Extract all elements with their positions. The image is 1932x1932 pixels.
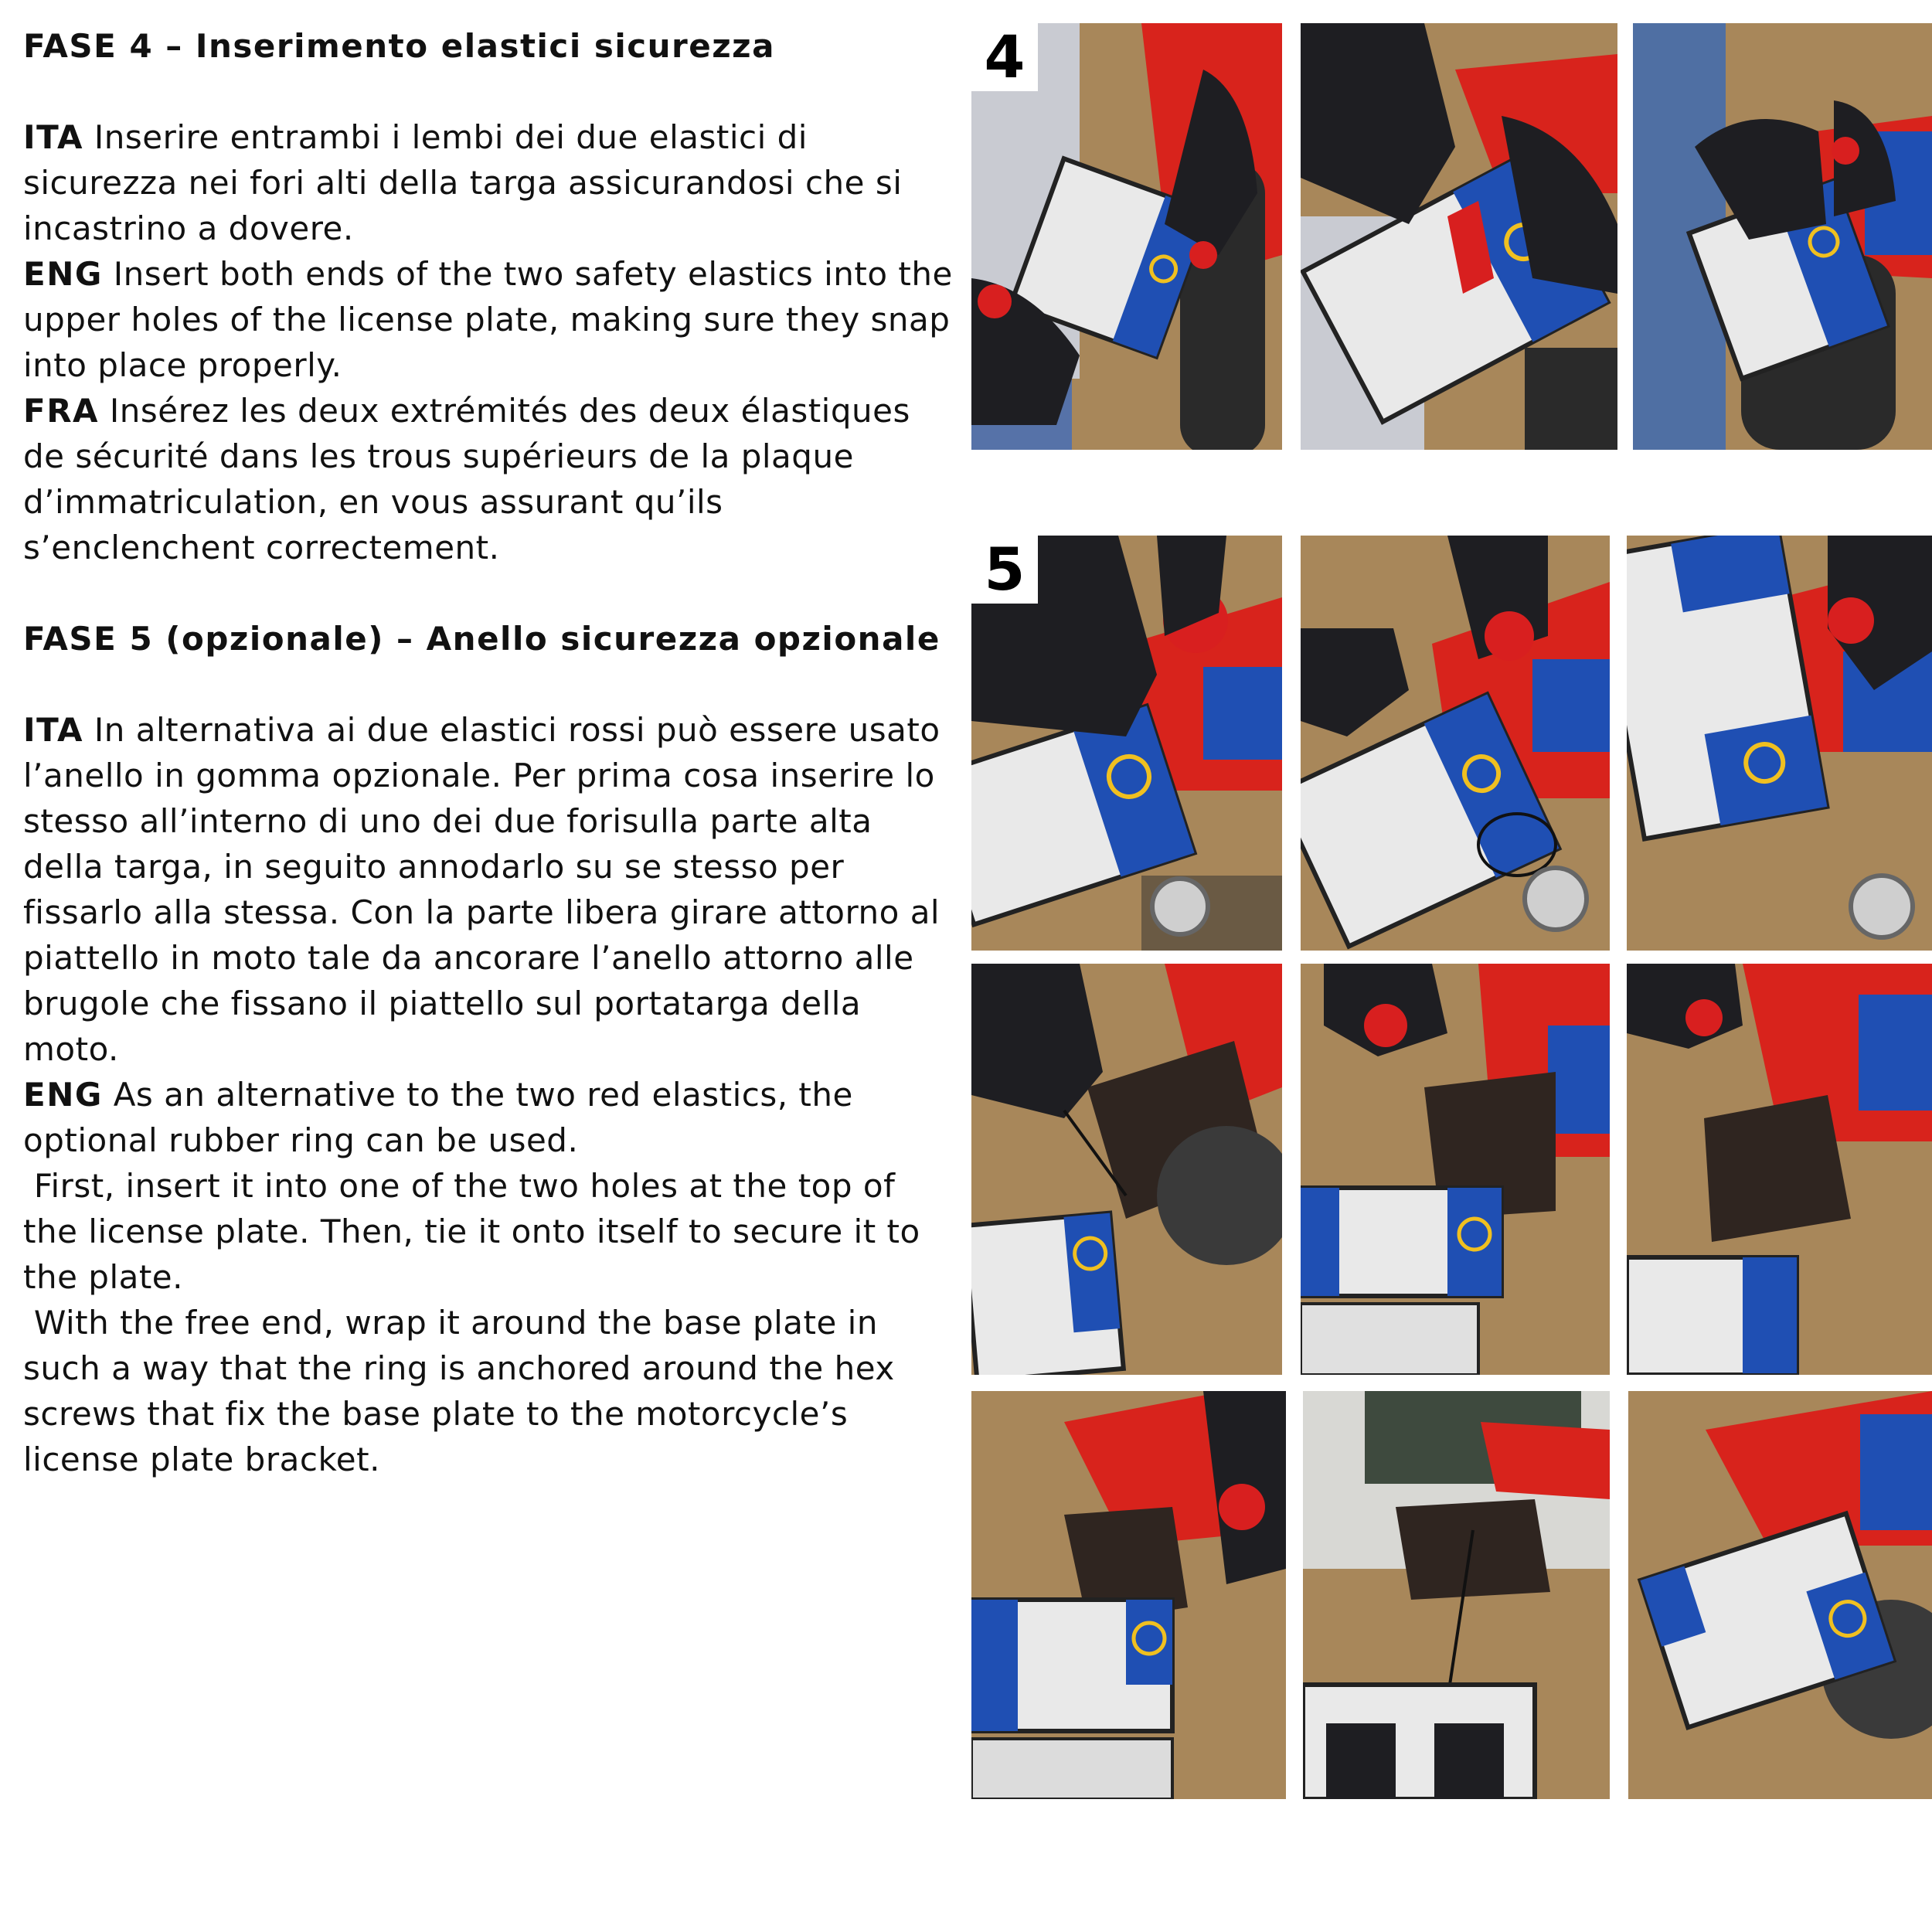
step4-photo-2 <box>1301 23 1617 450</box>
step-number-badge: 4 <box>971 23 1038 91</box>
step4-photo-3 <box>1633 23 1932 450</box>
step4-heading: FASE 4 – Inserimento elastici sicurezza <box>23 27 775 65</box>
step5-photo-8 <box>1303 1391 1610 1799</box>
step5-photo-4 <box>971 964 1282 1375</box>
step4-eng-text: Insert both ends of the two safety elastics into the upper holes of the license plate, making sure they snap into place properly. <box>23 255 953 384</box>
step5-eng-paragraph-2 <box>23 1163 958 1300</box>
step5-photo-1 <box>971 536 1282 951</box>
step4-eng-paragraph <box>23 251 958 388</box>
step5-eng-text-2: First, insert it into one of the two holes at the top of the license plate. Then, tie it onto itself to secure it to the plate. <box>23 1167 931 1296</box>
step5-eng-text-1: As an alternative to the two red elastics, the optional rubber ring can be used. <box>23 1076 853 1159</box>
step5-photo-2 <box>1301 536 1610 951</box>
step5-eng-paragraph-3 <box>23 1300 958 1482</box>
step5-photo-7 <box>971 1391 1286 1799</box>
lang-label-ita: ITA <box>23 118 84 156</box>
step4-fra-text: Insérez les deux extrémités des deux élastiques de sécurité dans les trous supérieurs de la plaque d’immatriculation, en vous assurant qu’ils s’enclenchent correctement. <box>23 392 910 566</box>
step5-eng-paragraph <box>23 1072 958 1163</box>
step5-eng-text-3: With the free end, wrap it around the base plate in such a way that the ring is anchored around the hex screws that fix the base plate to the motorcycle’s license plate bracket. <box>23 1304 906 1478</box>
step5-photo-9 <box>1628 1391 1932 1799</box>
step5-ita-text: In alternativa ai due elastici rossi può essere usato l’anello in gomma opzionale. Per prima cosa inserire lo stesso all’interno di uno dei due forisulla parte alta della targa, in seguito annodarlo su se stesso per fissarlo alla stessa. Con la parte libera girare attorno al piattello in moto tale da ancorare l’anello attorno alle brugole che fissano il piattello sul portatarga della moto. <box>23 711 940 1068</box>
lang-label-fra: FRA <box>23 392 100 430</box>
step4-ita-text: Inserire entrambi i lembi dei due elastici di sicurezza nei fori alti della targa assicurandosi che si incastrino a dovere. <box>23 118 903 247</box>
lang-label-eng: ENG <box>23 1076 103 1114</box>
lang-label-eng: ENG <box>23 255 103 293</box>
step5-photo-3 <box>1627 536 1932 951</box>
instructions-column <box>23 23 958 1482</box>
step-number-badge: 5 <box>971 536 1038 604</box>
lang-label-ita: ITA <box>23 711 84 749</box>
step5-photo-6 <box>1627 964 1932 1375</box>
step5-ita-paragraph <box>23 707 958 1072</box>
step5-heading: FASE 5 (opzionale) – Anello sicurezza opzionale <box>23 620 940 658</box>
step4-fra-paragraph <box>23 388 958 570</box>
step4-photo-1 <box>971 23 1282 450</box>
step5-photo-5 <box>1301 964 1610 1375</box>
step4-ita-paragraph <box>23 114 958 251</box>
